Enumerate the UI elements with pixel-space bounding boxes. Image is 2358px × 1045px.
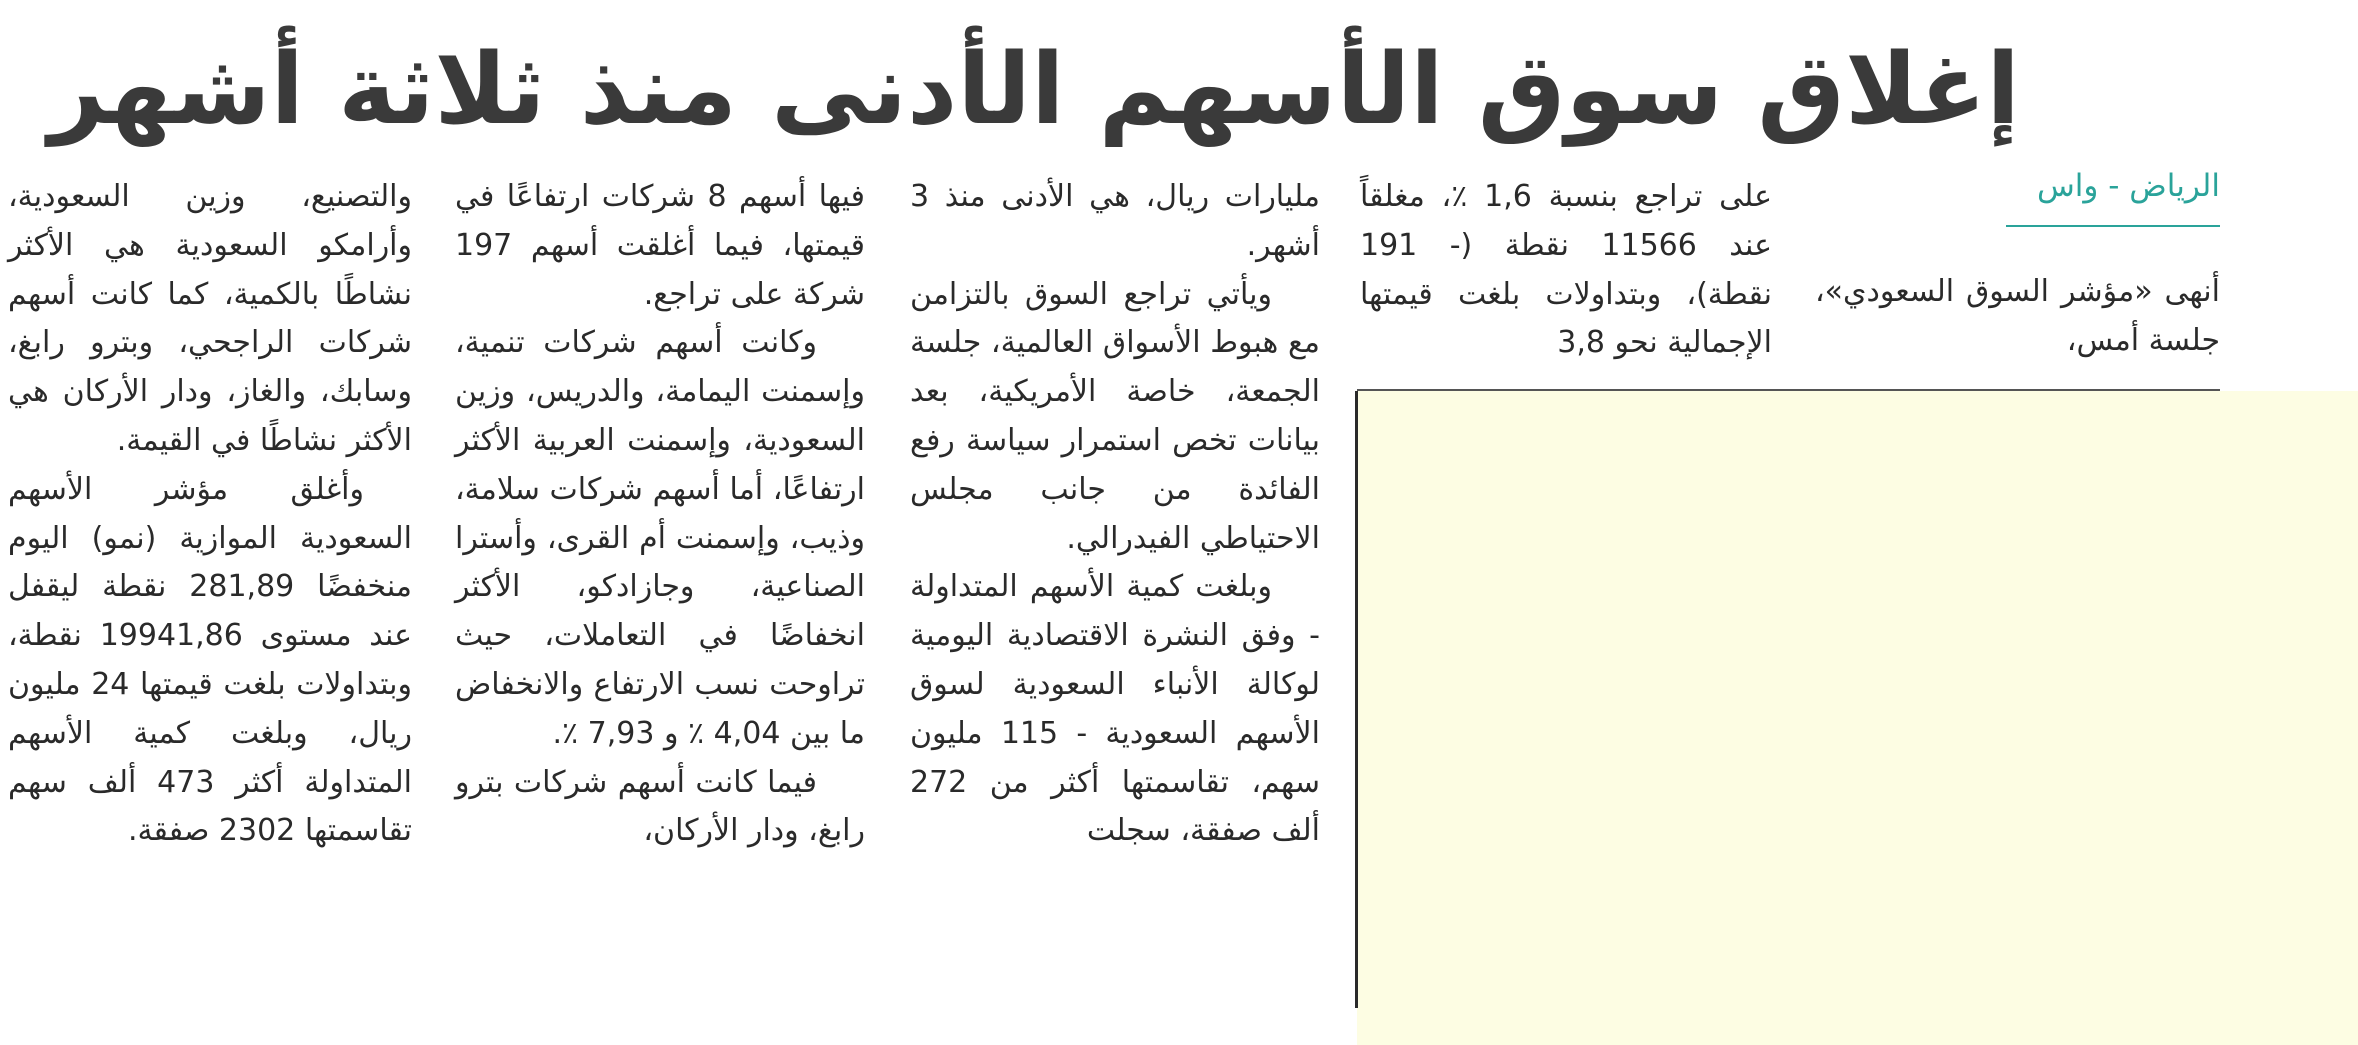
paragraph: وأغلق مؤشر الأسهم السعودية الموازية (نمو) اليوم منخفضًا 281,89 نقطة ليقفل عند مستوى 19941,86 نقطة، وبتداولات بلغت قيمتها 24 مليون ريال، وبلغت كمية الأسهم المتداولة أكثر 473 ألف سهم تقاسمتها 2302 صفقة. [8,471,413,849]
paragraph: فيما كانت أسهم شركات بترو رابغ، ودار الأركان، [455,764,865,849]
article-column-4 [455,173,865,856]
paragraph: مليارات ريال، هي الأدنى منذ 3 أشهر. [910,179,1320,263]
article-column-5 [8,173,412,856]
blank-ad-area [1357,391,2358,1045]
paragraph: وكانت أسهم شركات تنمية، وإسمنت اليمامة، والدريس، وزين السعودية، وإسمنت العربية الأكثر ارتفاعًا، أما أسهم شركات سلامة، وذيب، وإسمنت أم القرى، وأسترا الصناعية، وجازادكو، الأكثر انخفاضًا في التعاملات، حيث تراوحت نسب الارتفاع والانخفاض ما بين 4,04 ٪ و 7,93 ٪. [455,325,865,751]
paragraph: ويأتي تراجع السوق بالتزامن مع هبوط الأسواق العالمية، جلسة الجمعة، خاصة الأمريكية، بعد بيانات تخص استمرار سياسة رفع الفائدة من جانب مجلس الاحتياطي الفيدرالي. [910,276,1320,556]
byline: الرياض - واس [2036,168,2220,204]
article-column-1 [1815,268,2220,366]
paragraph: والتصنيع، وزين السعودية، وأرامكو السعودية هي الأكثر نشاطًا بالكمية، كما كانت أسهم شركات الراجحي، وبترو رابغ، وسابك، والغاز، ودار الأركان هي الأكثر نشاطًا في القيمة. [8,179,412,458]
article-headline: إغلاق سوق الأسهم الأدنى منذ ثلاثة أشهر [48,33,2020,147]
article-column-3 [910,173,1320,856]
paragraph: فيها أسهم 8 شركات ارتفاعًا في قيمتها، فيما أغلقت أسهم 197 شركة على تراجع. [455,179,866,312]
article-column-2 [1360,173,1772,368]
paragraph: على تراجع بنسبة 1,6 ٪، مغلقاً عند 11566 نقطة (- 191 نقطة)، وبتداولات بلغت قيمتها الإجمالية نحو 3,8 [1360,179,1772,361]
ad-area-border [1355,391,1358,1008]
paragraph: أنهى «مؤشر السوق السعودي»، جلسة أمس، [1815,274,2220,358]
byline-underline [2006,225,2220,227]
paragraph: وبلغت كمية الأسهم المتداولة - وفق النشرة الاقتصادية اليومية لوكالة الأنباء السعودية لسوق الأسهم السعودية - 115 مليون سهم، تقاسمتها أكثر من 272 ألف صفقة، سجلت [910,569,1321,849]
